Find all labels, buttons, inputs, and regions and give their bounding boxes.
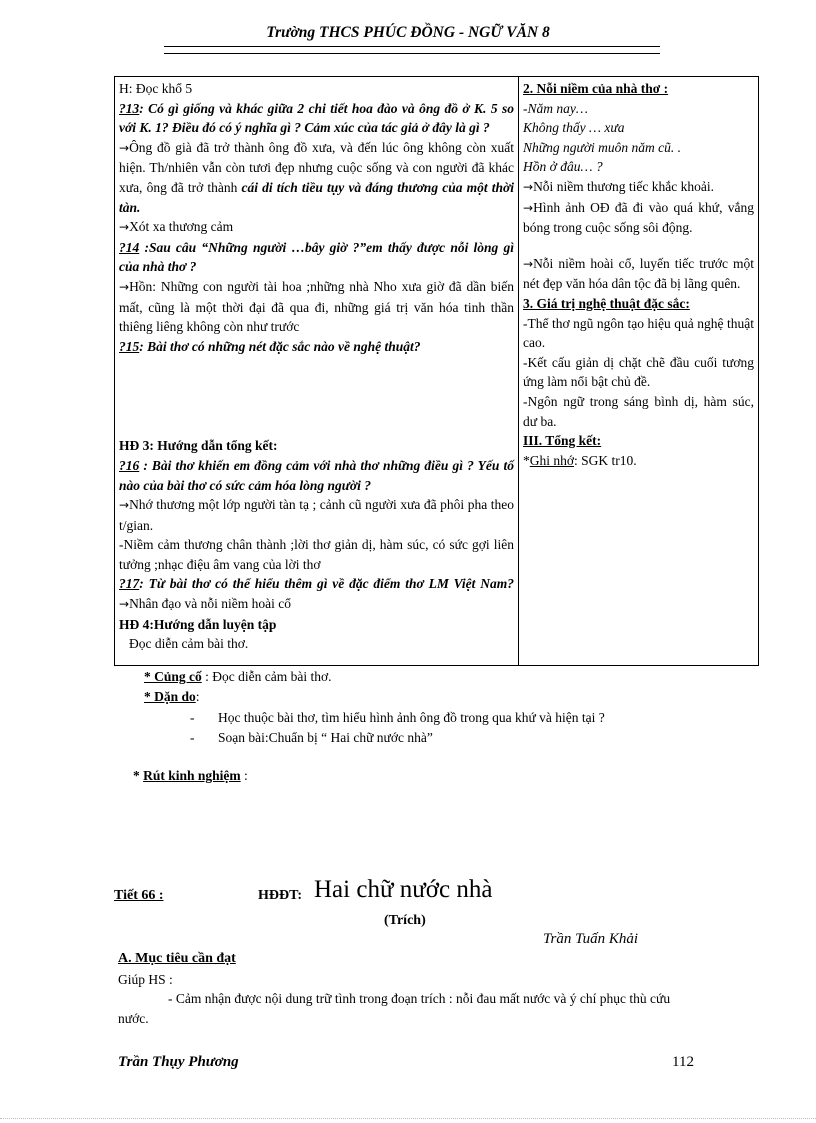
note-2: →Hình ảnh OĐ đã đi vào quá khứ, vắng bóng trong cuộc sống sôi động. bbox=[523, 199, 754, 236]
art-value-3: -Ngôn ngữ trong sáng bình dị, hàm súc, dư ba. bbox=[523, 393, 754, 429]
hd4-heading: HĐ 4:Hướng dẫn luyện tập bbox=[119, 616, 277, 632]
answer-16-a: →Nhớ thương một lớp người tàn tạ ; cảnh cũ người xưa đã phôi pha theo t/gian. bbox=[119, 497, 514, 533]
answer-space bbox=[119, 356, 514, 436]
art-value-1: -Thể thơ ngũ ngôn tạo hiệu quả nghệ thuật cao. bbox=[523, 315, 754, 351]
table-left-column bbox=[115, 77, 519, 666]
lesson-title-row bbox=[114, 876, 759, 910]
arrow-icon: → bbox=[119, 279, 130, 294]
cungco-line: * Củng cố : Đọc diễn cảm bài thơ. bbox=[144, 669, 332, 684]
question-15: ?15: Bài thơ có những nét đặc sắc nào về nghệ thuật? bbox=[119, 338, 421, 354]
answer-14: →Hồn: Những con người tài hoa ;những nhà Nho xưa giờ đã dần biến mất, cũng là một thời đại đã qua đi, những giá trị văn hóa tinh thần thiêng liêng không còn như trước bbox=[119, 278, 514, 335]
question-13 bbox=[119, 99, 514, 138]
answer-13-b: →Xót xa thương cảm bbox=[119, 219, 234, 235]
arrow-icon: → bbox=[119, 140, 130, 155]
summary-note: *Ghi nhớ: SGK tr10. bbox=[523, 452, 637, 468]
practice-text: Đọc diễn cảm bài thơ. bbox=[129, 636, 249, 652]
question-16: ?16 : Bài thơ khiến em đồng cảm với nhà thơ những điều gì ? Yếu tố nào của bài thơ có sức cảm hóa lòng người ? bbox=[119, 457, 514, 493]
note-3: →Nỗi niềm hoài cổ, luyến tiếc trước một nét đẹp văn hóa dân tộc đã bị lãng quên. bbox=[523, 255, 754, 292]
section-3-heading: 3. Giá trị nghệ thuật đặc sắc: bbox=[523, 295, 690, 311]
dando-heading: * Dặn do: bbox=[144, 689, 200, 704]
page-header: Trường THCS PHÚC ĐỒNG - NGỮ VĂN 8 bbox=[266, 24, 550, 41]
lesson-number: Tiết 66 : bbox=[114, 888, 164, 903]
answer-13: →Ông đồ già đã trở thành ông đồ xưa, và đến lúc ông không còn xuất hiện. Th/nhiên vẫn còn tươi đẹp nhưng cuộc sống và con người đã khác xưa, ông đã trở thành cái di tích tiều tụy và đáng thương của một thời tàn. bbox=[119, 139, 514, 215]
quote-line-4: Hồn ở đâu… ? bbox=[523, 159, 603, 175]
question-14: ?14 :Sau câu “Những người …bây giờ ?”em thấy được nỗi lòng gì của nhà thơ ? bbox=[119, 239, 514, 275]
arrow-icon: → bbox=[119, 220, 130, 235]
help-students: Giúp HS : bbox=[118, 972, 173, 987]
q13-number: ?13 bbox=[119, 100, 140, 116]
lesson-title: Hai chữ nước nhà bbox=[314, 876, 493, 903]
answer-16-b: -Niềm cảm thương chân thành ;lời thơ giản dị, hàm súc, có sức gợi liên tưởng ;nhạc điệu âm vang của lời thơ bbox=[119, 537, 514, 572]
excerpt-label: (Trích) bbox=[384, 913, 426, 928]
lesson-type: HĐĐT: bbox=[258, 888, 303, 903]
summary-heading: III. Tổng kết: bbox=[523, 433, 602, 449]
hd3-heading: HĐ 3: Hướng dẫn tổng kết: bbox=[119, 438, 278, 454]
page-number: 112 bbox=[672, 1054, 694, 1070]
arrow-icon: → bbox=[119, 597, 130, 612]
note-1: →Nỗi niềm thương tiếc khắc khoải. bbox=[523, 178, 714, 194]
header-rule bbox=[164, 46, 660, 54]
quote-line-2: Không thấy … xưa bbox=[523, 120, 625, 136]
homework-item-2: - Soạn bài:Chuẩn bị “ Hai chữ nước nhà” bbox=[190, 730, 433, 745]
table-right-column bbox=[519, 77, 759, 666]
arrow-icon: → bbox=[523, 200, 534, 215]
page-bottom-rule bbox=[0, 1118, 816, 1119]
author-name: Trần Tuấn Khải bbox=[543, 931, 639, 947]
arrow-icon: → bbox=[119, 498, 130, 513]
q13-text: : Có gì giống và khác giữa 2 chi tiết hoa đào và ông đồ ở K. 5 so với K. 1? Điều đó có ý nghĩa gì ? Cảm xúc của tác giả ở đây là gì ? bbox=[119, 100, 514, 136]
art-value-2: -Kết cấu giản dị chặt chẽ đầu cuối tương ứng làm nổi bật chủ đề. bbox=[523, 354, 754, 390]
question-17: ?17: Từ bài thơ có thể hiểu thêm gì về đặc điểm thơ LM Việt Nam? →Nhân đạo và nỗi niềm hoài cổ bbox=[119, 576, 514, 612]
lesson-table bbox=[114, 76, 759, 666]
rut-kinh-nghiem: * Rút kinh nghiệm : bbox=[133, 768, 248, 783]
footer-author: Trần Thụy Phương bbox=[118, 1054, 239, 1070]
read-instruction: H: Đọc khổ 5 bbox=[119, 81, 193, 96]
arrow-icon: → bbox=[523, 256, 534, 271]
section-a-heading: A. Mục tiêu cần đạt bbox=[118, 951, 236, 966]
arrow-icon: → bbox=[523, 179, 534, 194]
quote-line-1: -Năm nay… bbox=[523, 100, 588, 116]
quote-line-3: Những người muôn năm cũ. . bbox=[523, 139, 682, 155]
homework-item-1: - Học thuộc bài thơ, tìm hiểu hình ảnh ông đồ trong qua khứ và hiện tại ? bbox=[190, 710, 605, 725]
section-2-heading: 2. Nỗi niềm của nhà thơ : bbox=[523, 81, 669, 96]
goal-1: - Cảm nhận được nội dung trữ tình trong đoạn trích : nỗi đau mất nước và ý chí phục thù cứu nước. bbox=[118, 991, 671, 1026]
